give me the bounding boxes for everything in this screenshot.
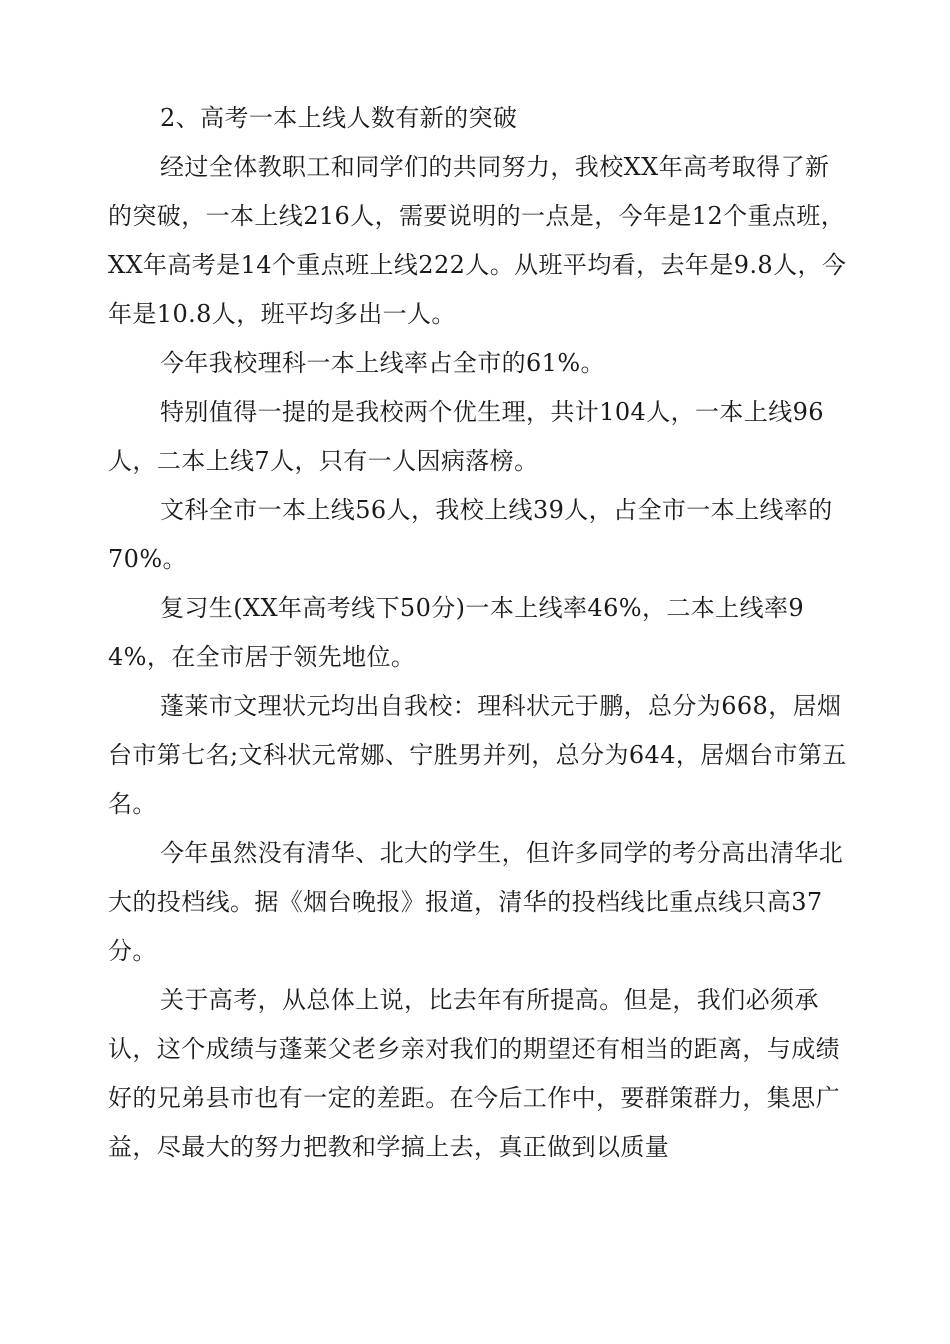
paragraph: 经过全体教职工和同学们的共同努力，我校XX年高考取得了新的突破，一本上线216人，需要说明的一点是，今年是12个重点班，XX年高考是14个重点班上线222人。从班平均看，去年是9.8人，今年是10.8人，班平均多出一人。: [108, 153, 847, 328]
paragraph: 今年虽然没有清华、北大的学生，但许多同学的考分高出清华北大的投档线。据《烟台晚报》报道，清华的投档线比重点线只高37分。: [108, 839, 844, 965]
paragraph: 关于高考，从总体上说，比去年有所提高。但是，我们必须承认，这个成绩与蓬莱父老乡亲对我们的期望还有相当的距离，与成绩好的兄弟县市也有一定的差距。在今后工作中，要群策群力，集思广益，尽最大的努力把教和学搞上去，真正做到以质量: [108, 986, 840, 1161]
paragraph: 蓬莱市文理状元均出自我校：理科状元于鹏，总分为668，居烟台市第七名;文科状元常娜、宁胜男并列，总分为644，居烟台市第五名。: [108, 692, 847, 818]
paragraph: 今年我校理科一本上线率占全市的61%。: [160, 349, 605, 377]
paragraph: 复习生(XX年高考线下50分)一本上线率46%，二本上线率94%，在全市居于领先地位。: [108, 594, 805, 671]
paragraph: 文科全市一本上线56人，我校上线39人，占全市一本上线率的70%。: [108, 496, 833, 573]
paragraph: 特别值得一提的是我校两个优生理，共计104人，一本上线96人，二本上线7人，只有一人因病落榜。: [108, 398, 824, 475]
paragraph-heading: 2、高考一本上线人数有新的突破: [160, 104, 518, 132]
document-body: [108, 94, 848, 1172]
